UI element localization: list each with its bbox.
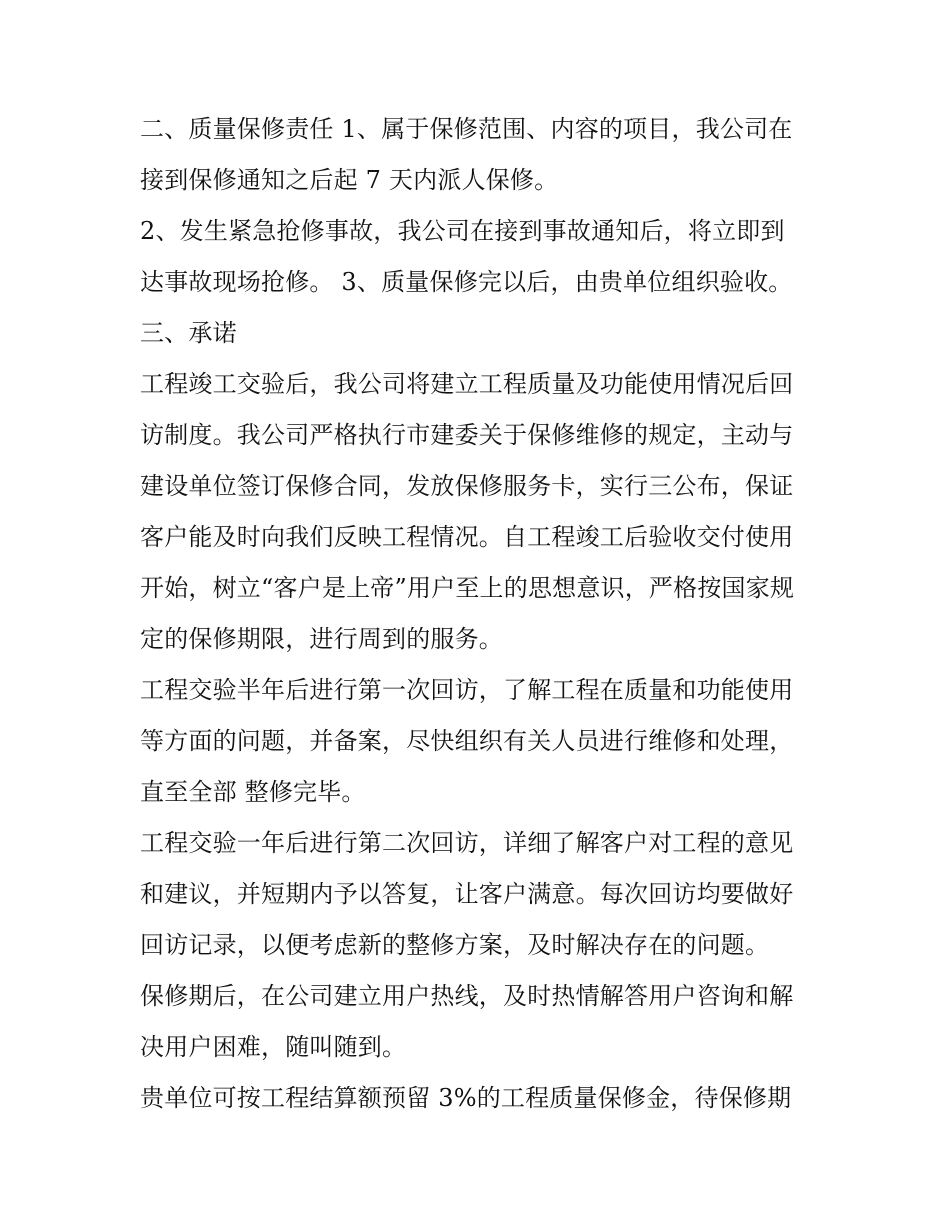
text-line-18: 保修期后，在公司建立用户热线，及时热情解答用户咨询和解 xyxy=(140,982,794,1010)
text-line-7: 访制度。我公司严格执行市建委关于保修维修的规定，主动与 xyxy=(140,421,794,449)
section-heading-commitment: 三、承诺 xyxy=(140,319,237,347)
text-line-9: 客户能及时向我们反映工程情况。自工程竣工后验收交付使用 xyxy=(140,523,794,551)
text-line-1: 二、质量保修责任 1、属于保修范围、内容的项目，我公司在 xyxy=(140,115,793,143)
text-line-13: 等方面的问题，并备案，尽快组织有关人员进行维修和处理， xyxy=(140,727,794,755)
text-line-2: 接到保修通知之后起 7 天内派人保修。 xyxy=(140,166,559,194)
document-body xyxy=(140,104,820,1124)
text-line-3: 2、发生紧急抢修事故，我公司在接到事故通知后，将立即到 xyxy=(140,217,785,245)
text-line-15: 工程交验一年后进行第二次回访，详细了解客户对工程的意见 xyxy=(140,829,794,857)
text-line-11: 定的保修期限，进行周到的服务。 xyxy=(140,625,503,653)
text-line-4: 达事故现场抢修。 3、质量保修完以后，由贵单位组织验收。 xyxy=(140,268,793,296)
text-line-20: 贵单位可按工程结算额预留 3%的工程质量保修金，待保修期 xyxy=(140,1084,792,1112)
text-line-16: 和建议，并短期内予以答复，让客户满意。每次回访均要做好 xyxy=(140,880,794,908)
text-line-14: 直至全部 整修完毕。 xyxy=(140,778,366,806)
text-line-19: 决用户困难，随叫随到。 xyxy=(140,1033,407,1061)
text-line-12: 工程交验半年后进行第一次回访，了解工程在质量和功能使用 xyxy=(140,676,794,704)
text-line-8: 建设单位签订保修合同，发放保修服务卡，实行三公布，保证 xyxy=(140,472,794,500)
text-line-17: 回访记录，以便考虑新的整修方案，及时解决存在的问题。 xyxy=(140,931,770,959)
text-line-6: 工程竣工交验后，我公司将建立工程质量及功能使用情况后回 xyxy=(140,370,794,398)
text-line-10: 开始，树立“客户是上帝”用户至上的思想意识，严格按国家规 xyxy=(140,574,795,602)
